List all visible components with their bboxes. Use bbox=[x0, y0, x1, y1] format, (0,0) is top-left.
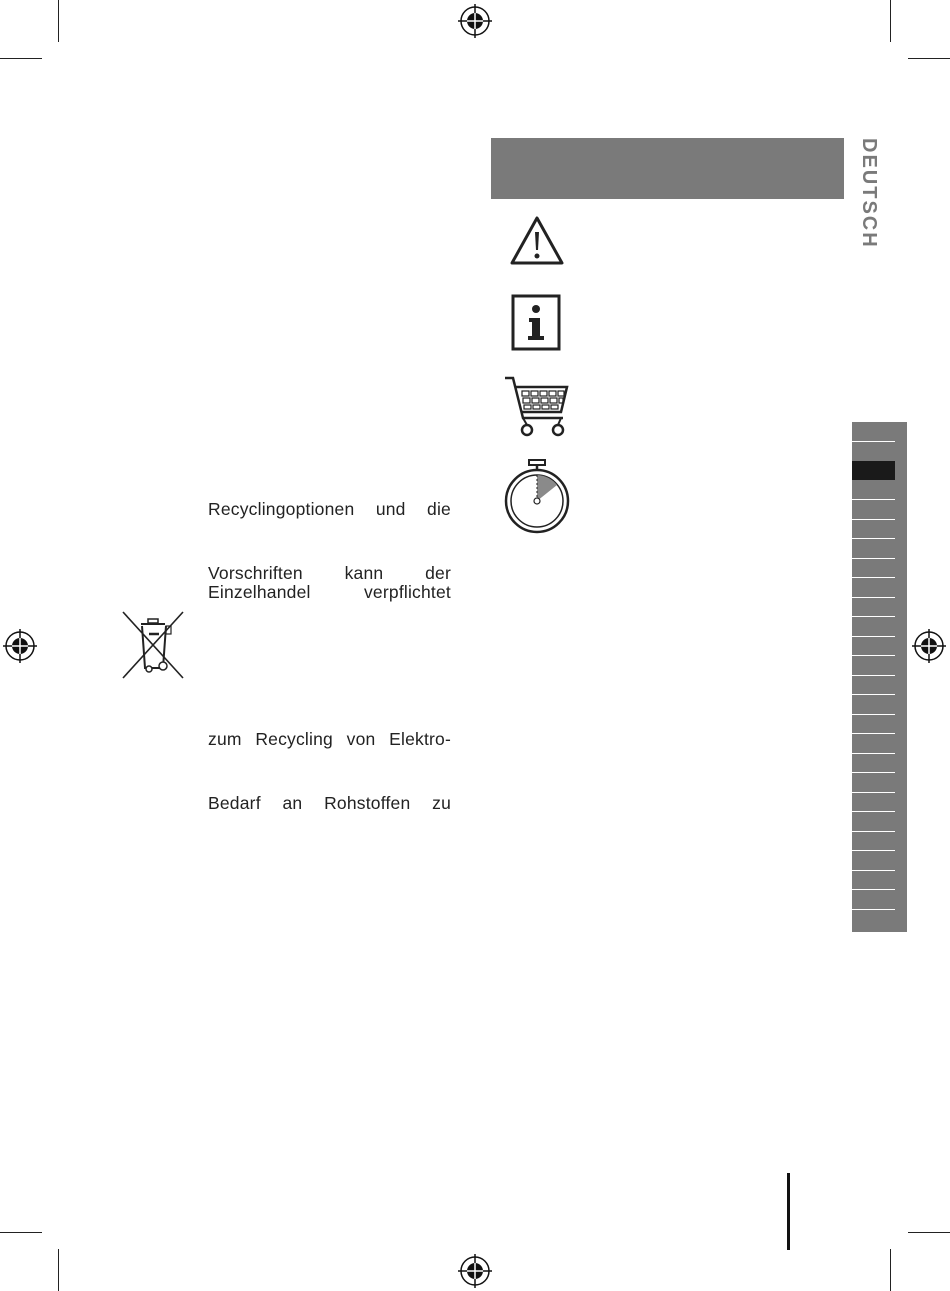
tab-divider bbox=[852, 733, 895, 734]
tab-divider bbox=[852, 889, 895, 890]
language-label: DEUTSCH bbox=[858, 138, 880, 249]
tab-divider bbox=[852, 441, 895, 442]
tab-divider bbox=[852, 694, 895, 695]
warning-triangle-icon bbox=[509, 215, 565, 267]
tab-divider bbox=[852, 616, 895, 617]
crop-mark bbox=[58, 1249, 59, 1291]
crop-mark bbox=[890, 0, 891, 42]
tab-divider bbox=[852, 675, 895, 676]
tab-divider bbox=[852, 577, 895, 578]
paragraph-line: Bedarf an Rohstoffen zu bbox=[208, 793, 451, 813]
active-chapter-tab bbox=[852, 461, 895, 480]
section-header-bar bbox=[491, 138, 844, 199]
tab-divider bbox=[852, 538, 895, 539]
crop-mark bbox=[0, 1232, 42, 1233]
chapter-tab-strip bbox=[852, 422, 907, 932]
tab-divider bbox=[852, 811, 895, 812]
registration-mark-icon bbox=[912, 629, 946, 663]
tab-divider bbox=[852, 870, 895, 871]
tab-divider bbox=[852, 558, 895, 559]
tab-divider bbox=[852, 519, 895, 520]
tab-divider bbox=[852, 499, 895, 500]
info-icon bbox=[511, 294, 563, 352]
registration-mark-icon bbox=[3, 629, 37, 663]
tab-divider bbox=[852, 597, 895, 598]
tab-divider bbox=[852, 909, 895, 910]
tab-divider bbox=[852, 850, 895, 851]
shopping-cart-icon bbox=[503, 374, 571, 440]
tab-divider bbox=[852, 792, 895, 793]
paragraph-line: Recyclingoptionen und die bbox=[208, 499, 451, 519]
tab-divider bbox=[852, 655, 895, 656]
page-number-rule bbox=[787, 1173, 790, 1250]
registration-mark-icon bbox=[458, 1254, 492, 1288]
tab-divider bbox=[852, 831, 895, 832]
crop-mark bbox=[908, 1232, 950, 1233]
registration-mark-icon bbox=[458, 4, 492, 38]
tab-divider bbox=[852, 714, 895, 715]
paragraph-line: zum Recycling von Elektro- bbox=[208, 729, 451, 749]
crop-mark bbox=[0, 58, 42, 59]
stopwatch-icon bbox=[503, 458, 571, 534]
tab-divider bbox=[852, 636, 895, 637]
paragraph-line: Einzelhandel verpflichtet bbox=[208, 582, 451, 602]
tab-divider bbox=[852, 772, 895, 773]
crossed-out-bin-icon bbox=[121, 610, 185, 680]
crop-mark bbox=[908, 58, 950, 59]
crop-mark bbox=[890, 1249, 891, 1291]
tab-divider bbox=[852, 753, 895, 754]
paragraph-line: Vorschriften kann der bbox=[208, 563, 451, 583]
crop-mark bbox=[58, 0, 59, 42]
